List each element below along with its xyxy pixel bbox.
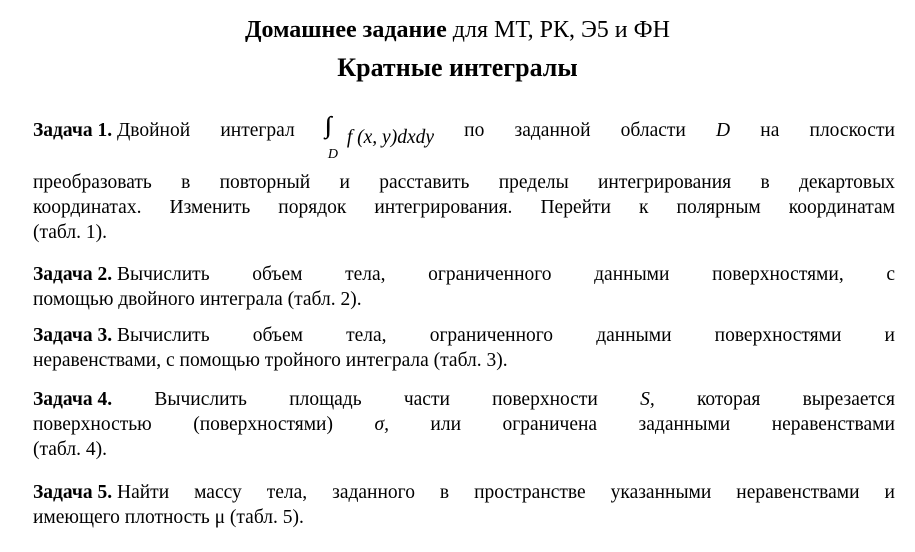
task-4-label: Задача 4. [33,389,113,410]
task-3-line-2: неравенствами, с помощью тройного интеграла (табл. 3). [33,350,508,371]
double-integral-sign: ∫∫ D [325,118,347,143]
task-1-line-2: преобразовать в повторный и расставить пределы интегрирования в декартовых [33,172,895,193]
title-bold: Домашнее задание [245,17,447,43]
task-5-line-2: имеющего плотность μ (табл. 5). [33,507,304,528]
task-3-line-1: Задача 3. Вычислить объем тела, ограниченного данными поверхностями и [33,325,895,346]
title-rest: для МТ, РК, Э5 и ФН [446,17,670,43]
task-4-line-1: Задача 4. Вычислить площадь части поверхности S, которая вырезается [33,389,895,410]
task-4 [33,387,895,462]
task-2-line-2: помощью двойного интеграла (табл. 2). [33,289,362,310]
task-1 [33,113,895,245]
document-title [0,15,915,45]
task-1-line-3: координатах. Изменить порядок интегрирования. Перейти к полярным координатам [33,197,895,218]
document-subtitle: Кратные интегралы [337,53,578,82]
task-4-line-2: поверхностью (поверхностями) σ, или ограничена заданными неравенствами [33,414,895,435]
task-2-line-1: Задача 2. Вычислить объем тела, ограниченного данными поверхностями, с [33,264,895,285]
integrand: f (x, y)dxdy [346,127,435,148]
task-5-label: Задача 5. [33,482,113,503]
task-1-label: Задача 1. [33,120,113,141]
task-4-line-3: (табл. 4). [33,439,107,460]
integral-region: D [327,147,338,162]
task-2 [33,262,895,312]
task-3 [33,323,895,373]
task-5 [33,480,895,530]
task-3-label: Задача 3. [33,325,113,346]
double-integral [324,113,435,162]
task-1-line-4: (табл. 1). [33,222,107,243]
task-5-line-1: Задача 5. Найти массу тела, заданного в пространстве указанными неравенствами и [33,482,895,503]
task-1-line-1: Задача 1. Двойной интеграл ∫∫ D f (x, y)dxdy по заданной области D на плоскости [33,118,895,143]
task-2-label: Задача 2. [33,264,113,285]
